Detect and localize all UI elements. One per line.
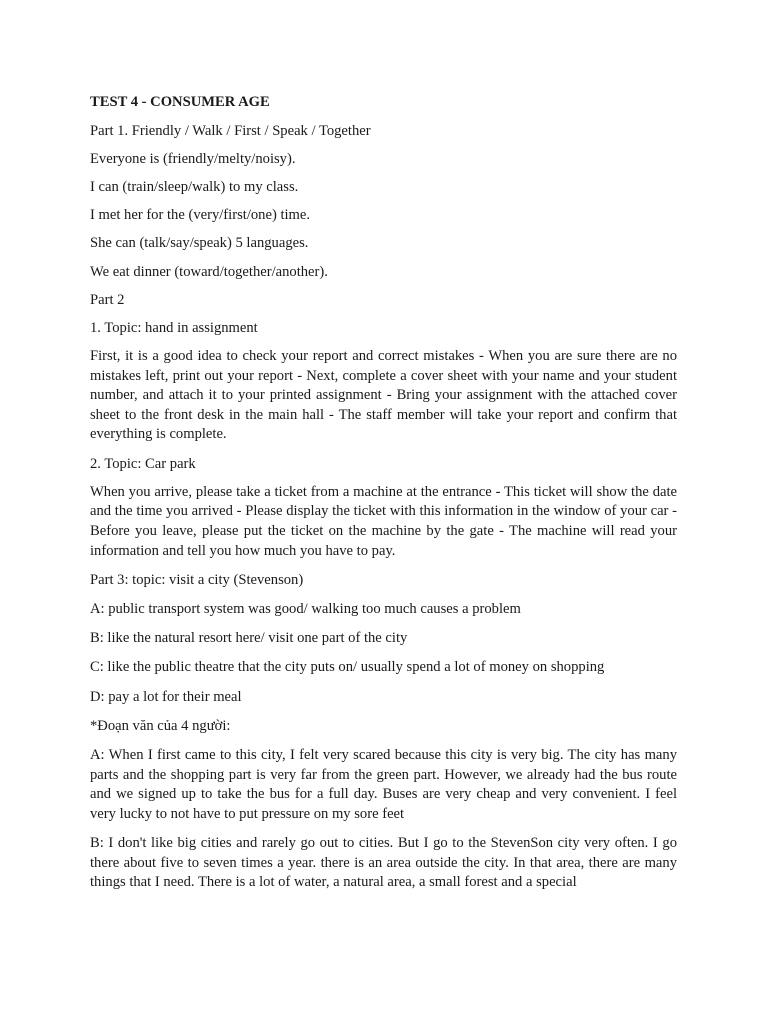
part1-sentence: Everyone is (friendly/melty/noisy).	[90, 150, 296, 167]
part2-topic2-text: When you arrive, please take a ticket from a machine at the entrance - This ticket will show the date and the time you arrived - Please display the ticket with this information in the window of your car - Before you leave, please put the ticket on the machine by the gate - The machine will read your information and tell you how much you have to pay.	[90, 483, 677, 559]
part1-heading: Part 1. Friendly / Walk / First / Speak / Together	[90, 122, 371, 139]
document-page	[90, 93, 677, 902]
document-title: TEST 4 - CONSUMER AGE	[90, 94, 270, 110]
part3-passage-a: A: When I first came to this city, I felt very scared because this city is very big. The city has many parts and the shopping part is very far from the green part. However, we already had the bus route and we signed up to take the bus for a full day. Buses are very cheap and very convenient. I feel very lucky to not have to put pressure on my sore feet	[90, 746, 677, 822]
part3-item: C: like the public theatre that the city puts on/ usually spend a lot of money on shopping	[90, 659, 605, 676]
part2-topic2-heading: 2. Topic: Car park	[90, 455, 196, 472]
part1-sentence: I can (train/sleep/walk) to my class.	[90, 178, 299, 195]
part3-item: B: like the natural resort here/ visit one part of the city	[90, 630, 408, 647]
part2-topic1-heading: 1. Topic: hand in assignment	[90, 319, 258, 336]
part1-sentence: I met her for the (very/first/one) time.	[90, 207, 311, 224]
part1-sentence: She can (talk/say/speak) 5 languages.	[90, 235, 309, 252]
part3-item: D: pay a lot for their meal	[90, 688, 242, 705]
part2-topic1-text: First, it is a good idea to check your report and correct mistakes - When you are sure there are no mistakes left, print out your report - Next, complete a cover sheet with your name and your student number, and attach it to your printed assignment - Bring your assignment with the attached cover sheet to the front desk in the main hall - The staff member will take your report and confirm that everything is complete.	[90, 348, 677, 443]
part1-sentence: We eat dinner (toward/together/another).	[90, 263, 328, 280]
part3-item: A: public transport system was good/ walking too much causes a problem	[90, 601, 521, 617]
part3-passage-b: B: I don't like big cities and rarely go out to cities. But I go to the StevenSon city very often. I go there about five to seven times a year. there is an area outside the city. In that area, there are many things that I need. There is a lot of water, a natural area, a small forest and a special	[90, 834, 677, 891]
part3-passages-heading: *Đoạn văn của 4 người:	[90, 717, 231, 734]
part2-heading: Part 2	[90, 291, 125, 308]
part3-heading: Part 3: topic: visit a city (Stevenson)	[90, 571, 304, 588]
